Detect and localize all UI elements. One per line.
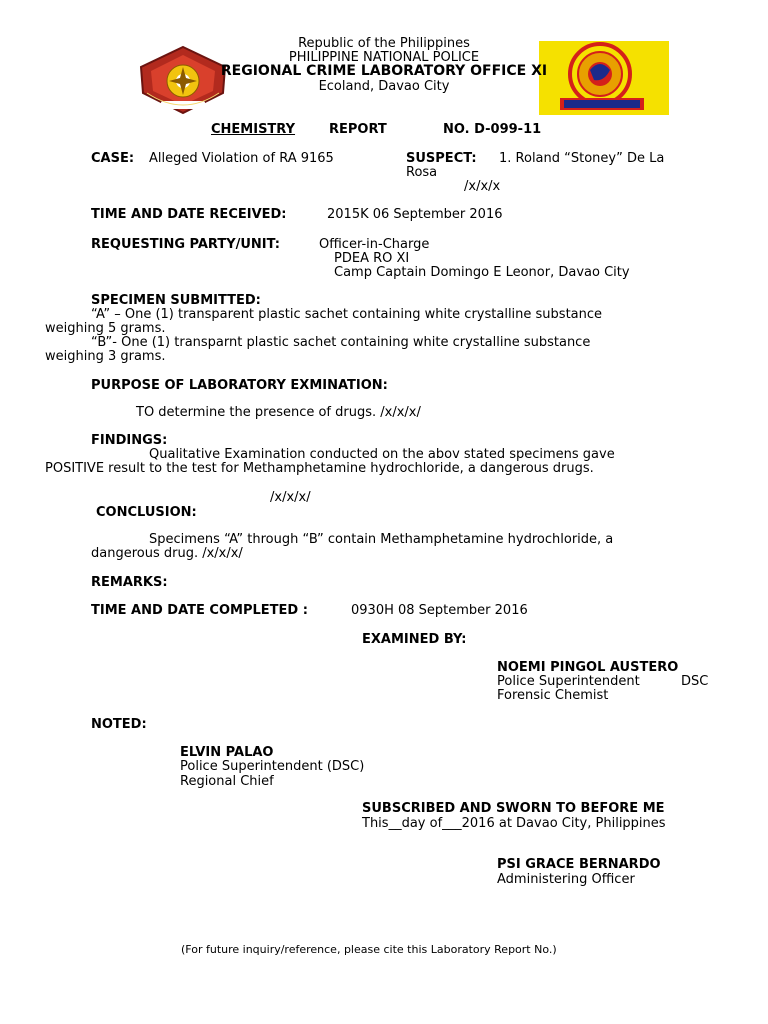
pnp-seal-logo — [135, 45, 231, 115]
findings-line1: Qualitative Examination conducted on the abov stated specimens gave — [149, 447, 615, 462]
header-address: Ecoland, Davao City — [318, 79, 450, 94]
requesting-line1: Officer-in-Charge — [319, 237, 430, 252]
purpose-label: PURPOSE OF LABORATORY EXMINATION: — [91, 378, 388, 393]
conclusion-line1: Specimens “A” through “B” contain Methamphetamine hydrochloride, a — [149, 532, 614, 547]
suspect-name: 1. Roland “Stoney” De La — [499, 151, 665, 166]
findings-line2: POSITIVE result to the test for Methamphetamine hydrochloride, a dangerous drugs. — [45, 461, 594, 476]
header-office: REGIONAL CRIME LABORATORY OFFICE XI — [220, 63, 548, 79]
header-pnp: PHILIPPINE NATIONAL POLICE — [288, 50, 480, 65]
remarks-label: REMARKS: — [91, 575, 168, 590]
requesting-line3: Camp Captain Domingo E Leonor, Davao City — [334, 265, 630, 280]
suspect-name-cont: Rosa — [406, 165, 438, 180]
specimen-label: SPECIMEN SUBMITTED: — [91, 293, 261, 308]
sworn-text: This__day of___2016 at Davao City, Philippines — [362, 816, 666, 831]
sworn-label: SUBSCRIBED AND SWORN TO BEFORE ME — [362, 801, 665, 816]
requesting-line2: PDEA RO XI — [334, 251, 410, 266]
noted-rank: Police Superintendent (DSC) — [180, 759, 365, 774]
crime-lab-seal-logo — [538, 40, 670, 116]
specimen-a-line2: weighing 5 grams. — [45, 321, 166, 336]
requesting-label: REQUESTING PARTY/UNIT: — [91, 237, 281, 252]
received-label: TIME AND DATE RECEIVED: — [91, 207, 287, 222]
completed-label: TIME AND DATE COMPLETED : — [91, 603, 308, 618]
header-republic: Republic of the Philippines — [298, 36, 470, 51]
administering-title: Administering Officer — [497, 872, 635, 887]
case-label: CASE: — [91, 151, 135, 166]
examiner-title: Forensic Chemist — [497, 688, 609, 703]
purpose-text: TO determine the presence of drugs. /x/x/x/ — [136, 405, 421, 420]
examiner-rank-suffix: DSC — [681, 674, 709, 689]
noted-title: Regional Chief — [180, 774, 274, 789]
report-type: CHEMISTRY — [211, 122, 296, 137]
report-label: REPORT — [329, 122, 387, 137]
specimen-b-line1: “B”- One (1) transparnt plastic sachet containing white crystalline substance — [91, 335, 591, 350]
noted-name: ELVIN PALAO — [180, 745, 274, 760]
examined-label: EXAMINED BY: — [362, 632, 467, 647]
conclusion-label: CONCLUSION: — [96, 505, 197, 520]
completed-value: 0930H 08 September 2016 — [351, 603, 528, 618]
noted-label: NOTED: — [91, 717, 147, 732]
examiner-name: NOEMI PINGOL AUSTERO — [497, 660, 679, 675]
findings-mark: /x/x/x/ — [270, 490, 311, 505]
specimen-b-line2: weighing 3 grams. — [45, 349, 166, 364]
findings-label: FINDINGS: — [91, 433, 168, 448]
conclusion-line2: dangerous drug. /x/x/x/ — [91, 546, 243, 561]
footer-note: (For future inquiry/reference, please cite this Laboratory Report No.) — [181, 943, 557, 956]
suspect-label: SUSPECT: — [406, 151, 477, 166]
received-value: 2015K 06 September 2016 — [327, 207, 503, 222]
suspect-mark: /x/x/x — [464, 179, 501, 194]
specimen-a-line1: “A” – One (1) transparent plastic sachet containing white crystalline substance — [91, 307, 603, 322]
examiner-rank: Police Superintendent — [497, 674, 640, 689]
report-number: NO. D-099-11 — [443, 122, 542, 137]
case-value: Alleged Violation of RA 9165 — [149, 151, 334, 166]
administering-name: PSI GRACE BERNARDO — [497, 857, 661, 872]
